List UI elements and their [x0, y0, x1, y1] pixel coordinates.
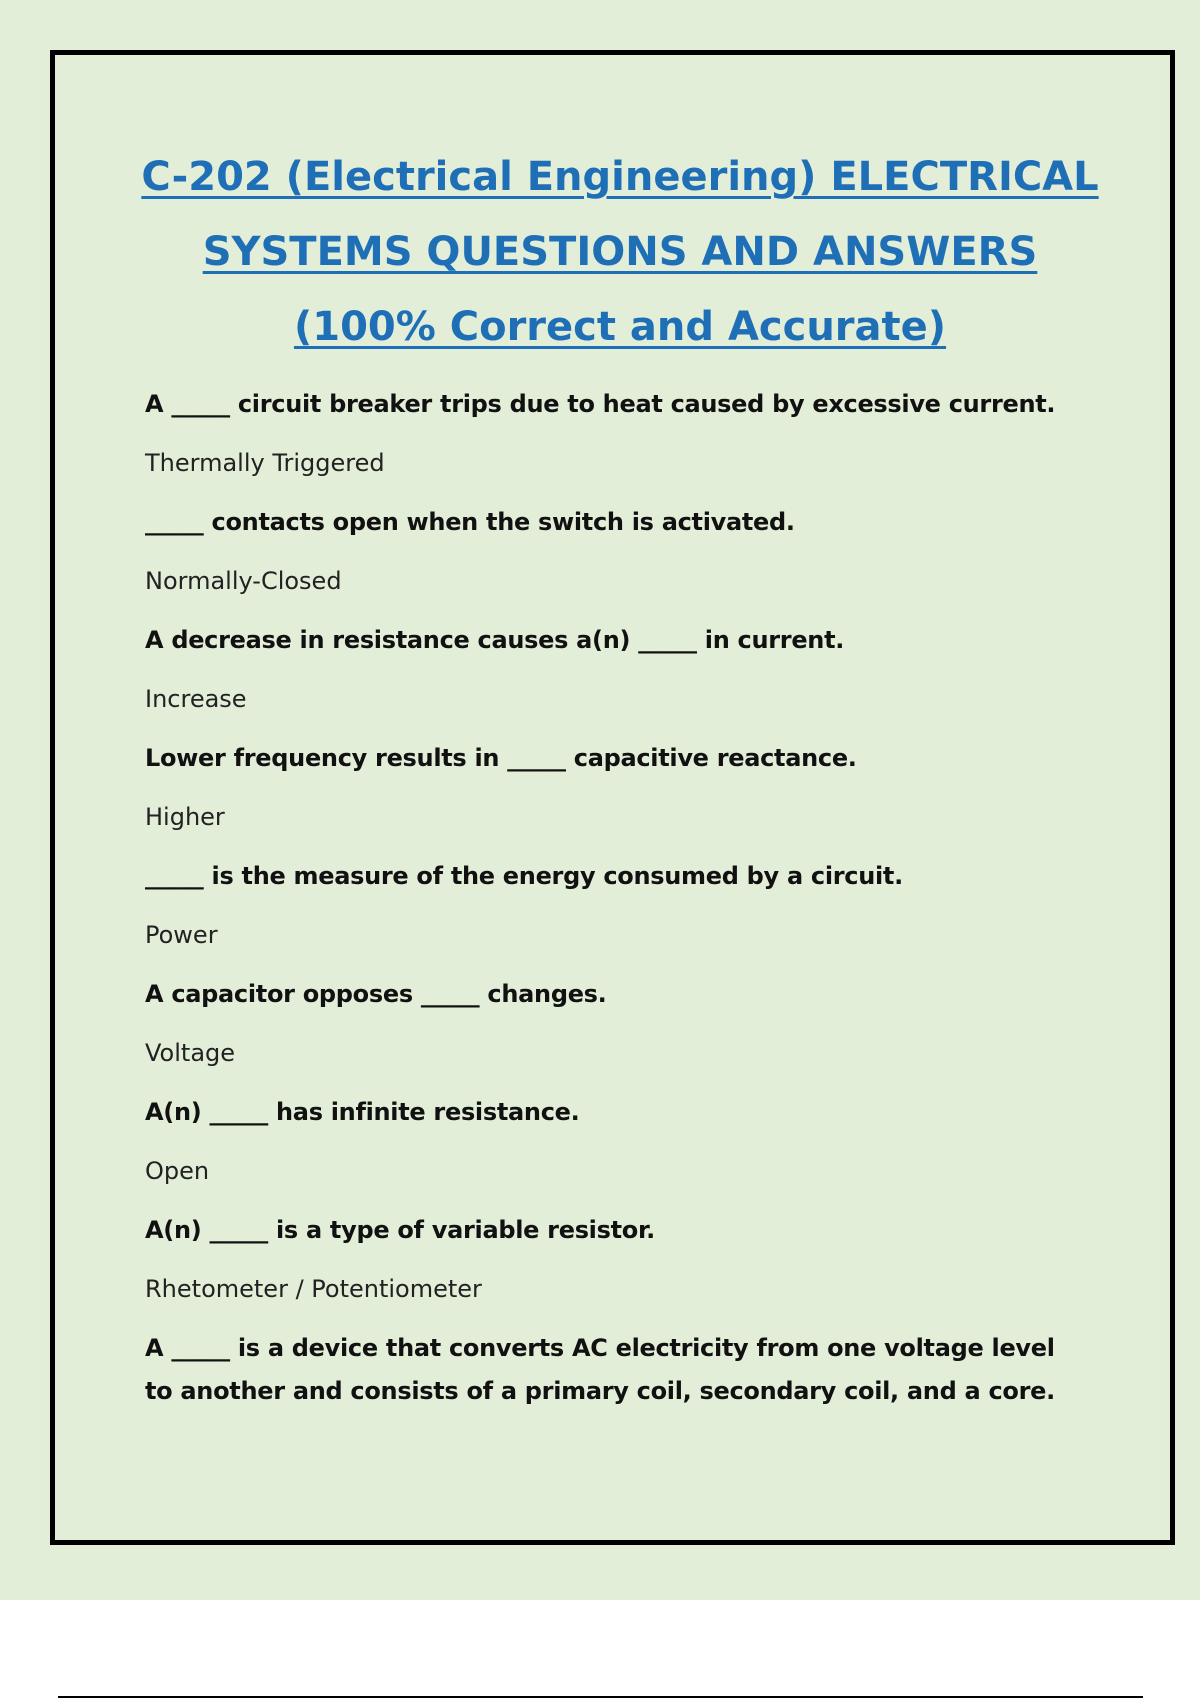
- answer-7: Open: [145, 1157, 210, 1185]
- answer-6: Voltage: [145, 1039, 236, 1067]
- question-3: A decrease in resistance causes a(n) _____ in current.: [145, 626, 845, 654]
- question-2: _____ contacts open when the switch is activated.: [145, 508, 795, 536]
- title-line-3: (100% Correct and Accurate): [293, 304, 947, 350]
- question-9: A _____ is a device that converts AC electricity from one voltage level to another and consists of a primary coil, secondary coil, and a core.: [145, 1334, 1055, 1405]
- qa-list: [145, 383, 1085, 1413]
- question-7: A(n) _____ has infinite resistance.: [145, 1098, 580, 1126]
- question-5: _____ is the measure of the energy consumed by a circuit.: [145, 862, 903, 890]
- answer-2: Normally-Closed: [145, 567, 342, 595]
- answer-3: Increase: [145, 685, 247, 713]
- question-8: A(n) _____ is a type of variable resistor.: [145, 1216, 655, 1244]
- answer-1: Thermally Triggered: [145, 449, 385, 477]
- answer-5: Power: [145, 921, 218, 949]
- answer-8: Rhetometer / Potentiometer: [145, 1275, 482, 1303]
- document-title: [90, 140, 1150, 365]
- answer-4: Higher: [145, 803, 225, 831]
- title-line-2: SYSTEMS QUESTIONS AND ANSWERS: [202, 229, 1038, 275]
- question-6: A capacitor opposes _____ changes.: [145, 980, 607, 1008]
- question-1: A _____ circuit breaker trips due to heat caused by excessive current.: [145, 390, 1056, 418]
- footer-divider: [58, 1696, 1143, 1698]
- question-4: Lower frequency results in _____ capacitive reactance.: [145, 744, 857, 772]
- title-line-1: C-202 (Electrical Engineering) ELECTRICAL: [141, 154, 1099, 200]
